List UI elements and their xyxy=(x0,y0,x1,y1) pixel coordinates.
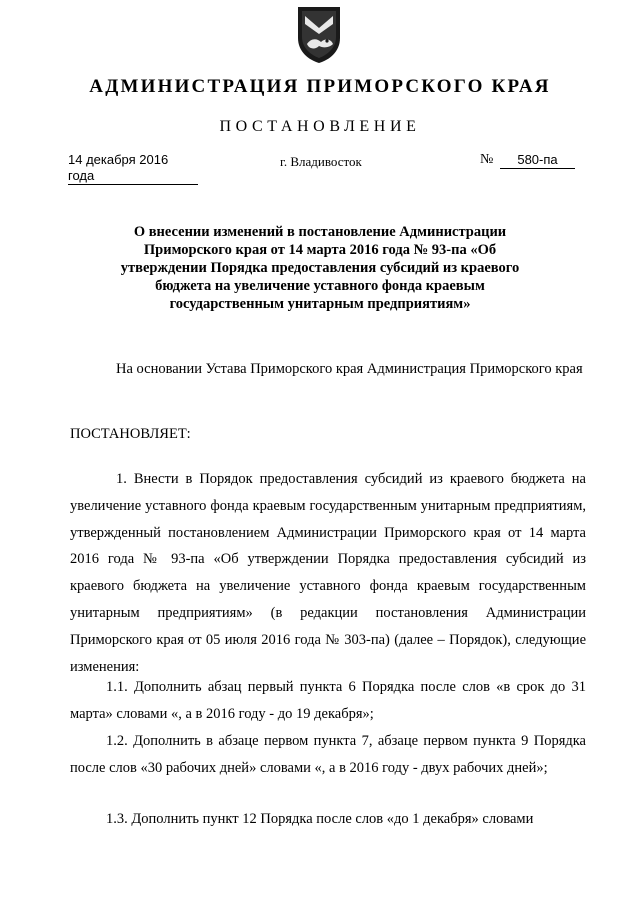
item-1-paragraph: 1. Внести в Порядок предоставления субсидий из краевого бюджета на увеличение уставного фонда краевым государственным унитарным предприятиям, утвержденный постановлением Администрации Приморского края от 14 марта 2016 года № 93-па «Об утверждении Порядка предоставления субсидий из краевого бюджета на увеличение уставного фонда краевым государственным унитарным предприятиям» (в редакции постановления Администрации Приморского края от 05 июля 2016 года № 303-па) (далее – Порядок), следующие изменения: xyxy=(70,471,586,675)
resolve-heading: ПОСТАНОВЛЯЕТ: xyxy=(70,426,191,442)
number-sign: № xyxy=(480,152,494,167)
document-type: ПОСТАНОВЛЕНИЕ xyxy=(219,118,421,135)
document-number: 580-па xyxy=(500,152,575,169)
item-1-3-paragraph: 1.3. Дополнить пункт 12 Порядка после слов «до 1 декабря» словами xyxy=(106,811,534,827)
organization-name: АДМИНИСТРАЦИЯ ПРИМОРСКОГО КРАЯ xyxy=(89,76,551,97)
item-1-1-paragraph: 1.1. Дополнить абзац первый пункта 6 Порядка после слов «в срок до 31 марта» словами «, а в 2016 году - до 19 декабря»; xyxy=(70,679,586,722)
document-title: О внесении изменений в постановление Администрации Приморского края от 14 марта 2016 года № 93-па «Об утверждении Порядка предоставления субсидий из краевого бюджета на увеличение уставного фонда краевым государственным унитарным предприятиям» xyxy=(120,224,520,312)
item-1-2-paragraph: 1.2. Дополнить в абзаце первом пункта 7, абзаце первом пункта 9 Порядка после слов «30 рабочих дней» словами «, а в 2016 году - двух рабочих дней»; xyxy=(70,733,586,776)
coat-of-arms-emblem xyxy=(295,4,343,64)
basis-paragraph: На основании Устава Приморского края Администрация Приморского края xyxy=(116,361,583,377)
document-city: г. Владивосток xyxy=(280,154,362,169)
document-date: 14 декабря 2016 года xyxy=(68,152,198,185)
